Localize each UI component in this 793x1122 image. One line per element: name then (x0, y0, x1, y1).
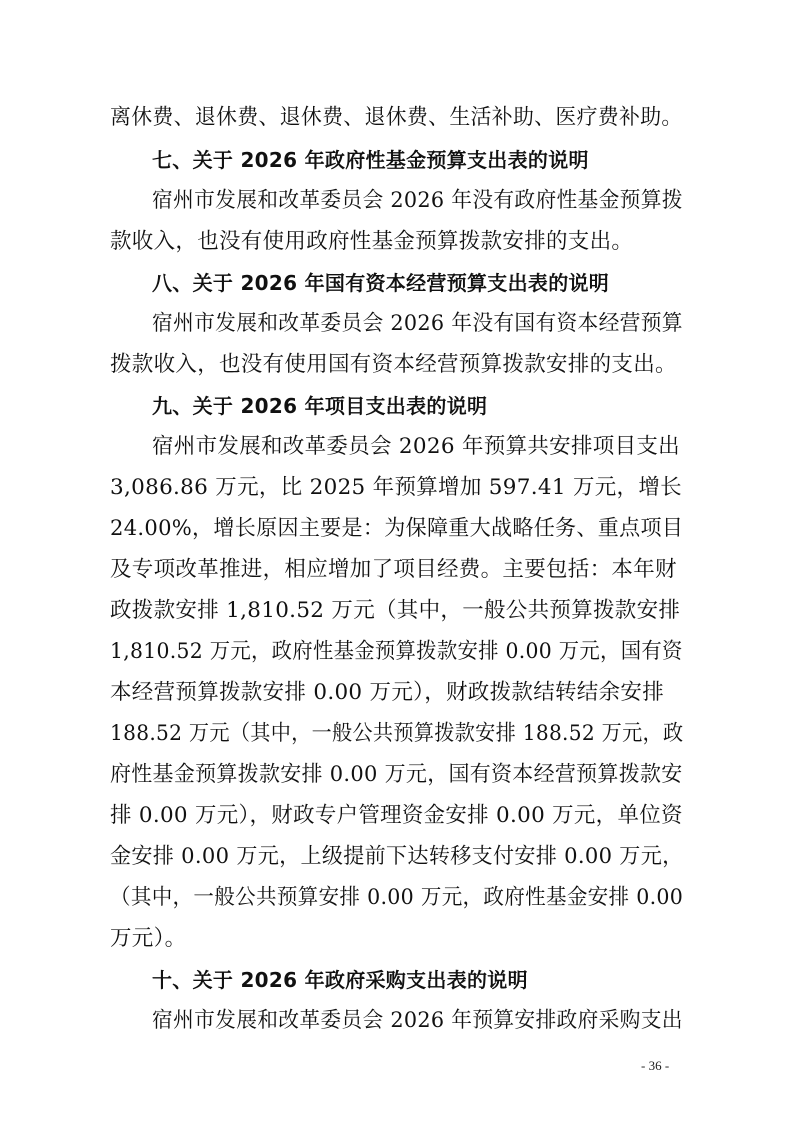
body-text-line: 万元）。 (110, 926, 187, 951)
body-text-line: 排 0.00 万元），财政专户管理资金安排 0.00 万元，单位资 (110, 803, 683, 828)
body-text-line: （其中，一般公共预算安排 0.00 万元，政府性基金安排 0.00 (110, 885, 684, 910)
section-heading: 十、关于 2026 年政府采购支出表的说明 (152, 968, 528, 992)
body-text-line: 宿州市发展和改革委员会 2026 年预算安排政府采购支出 (152, 1008, 683, 1033)
section-heading: 七、关于 2026 年政府性基金预算支出表的说明 (152, 148, 589, 172)
body-text-line: 3,086.86 万元，比 2025 年预算增加 597.41 万元，增长 (110, 475, 682, 500)
body-text-line: 宿州市发展和改革委员会 2026 年预算共安排项目支出 (152, 434, 680, 459)
body-text-line: 宿州市发展和改革委员会 2026 年没有国有资本经营预算 (152, 311, 683, 336)
body-text-line: 款收入，也没有使用政府性基金预算拨款安排的支出。 (110, 229, 634, 254)
section-heading: 八、关于 2026 年国有资本经营预算支出表的说明 (152, 271, 610, 295)
body-text-line: 1,810.52 万元，政府性基金预算拨款安排 0.00 万元，国有资 (110, 639, 683, 664)
body-text-line: 及专项改革推进，相应增加了项目经费。主要包括：本年财 (110, 557, 677, 582)
section-heading: 九、关于 2026 年项目支出表的说明 (152, 394, 488, 418)
body-text-line: 政拨款安排 1,810.52 万元（其中，一般公共预算拨款安排 (110, 598, 681, 623)
body-text-line: 本经营预算拨款安排 0.00 万元），财政拨款结转结余安排 (110, 680, 664, 705)
body-text-line: 宿州市发展和改革委员会 2026 年没有政府性基金预算拨 (152, 188, 683, 213)
body-text-line: 离休费、退休费、退休费、退休费、生活补助、医疗费补助。 (110, 105, 683, 130)
body-text-line: 拨款收入，也没有使用国有资本经营预算拨款安排的支出。 (110, 352, 677, 377)
page-number: - 36 - (641, 1058, 670, 1073)
body-text-line: 府性基金预算拨款安排 0.00 万元，国有资本经营预算拨款安 (110, 762, 683, 787)
body-text-line: 24.00%，增长原因主要是：为保障重大战略任务、重点项目 (110, 516, 684, 541)
body-text-line: 188.52 万元（其中，一般公共预算拨款安排 188.52 万元，政 (110, 721, 684, 746)
body-text-line: 金安排 0.00 万元，上级提前下达转移支付安排 0.00 万元， (110, 844, 684, 869)
